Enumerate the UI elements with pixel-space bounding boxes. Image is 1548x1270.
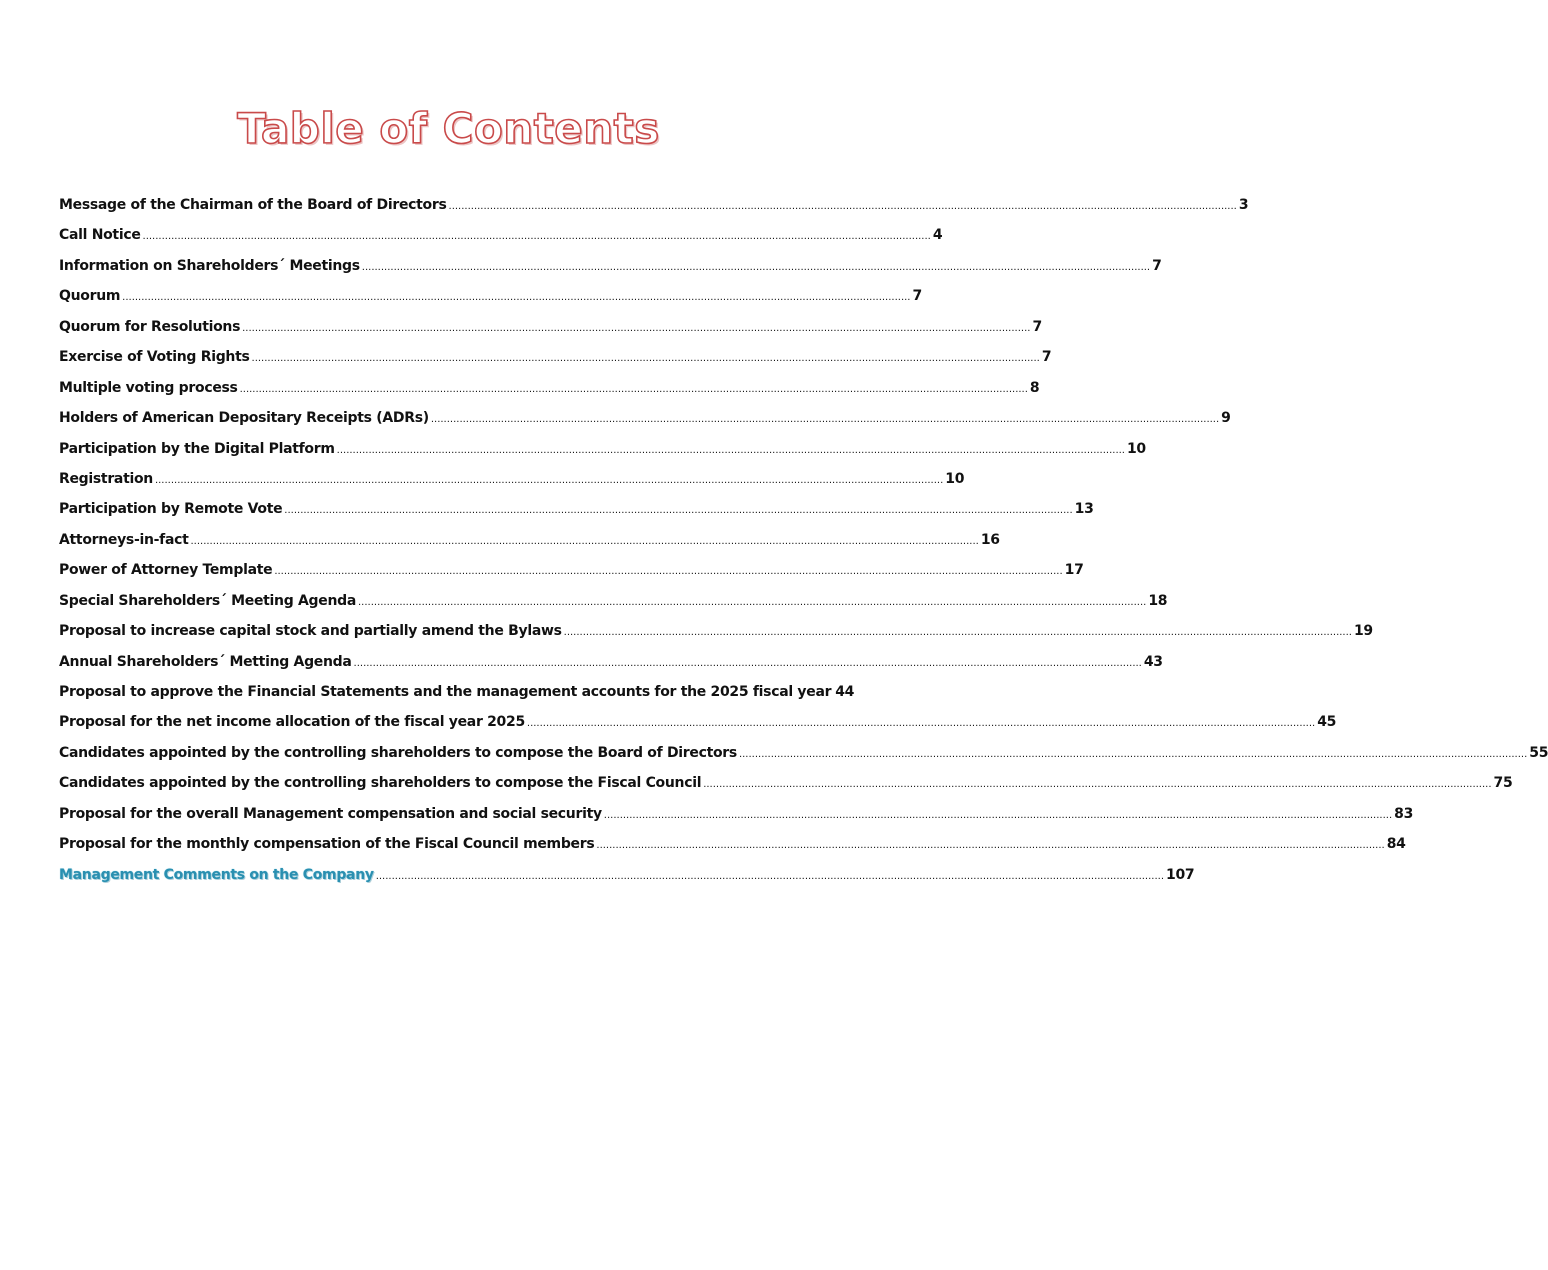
toc-entry-page: 9 — [1221, 410, 1231, 427]
toc-dot-leader — [703, 775, 1491, 791]
toc-entry-page: 8 — [1029, 379, 1040, 396]
toc-entry[interactable] — [59, 744, 1548, 775]
toc-entry-label: Participation by Remote Vote — [59, 501, 283, 518]
toc-entry-page: 4 — [932, 227, 943, 244]
toc-dot-leader — [155, 471, 943, 487]
toc-entry-label: Information on Shareholders´ Meetings — [59, 257, 360, 274]
toc-entry-label: Management Comments on the Company — [59, 866, 374, 883]
toc-entry-label: Holders of American Depositary Receipts (ADRs) — [59, 410, 429, 427]
toc-entry-page: 44 — [835, 684, 855, 700]
toc-entry[interactable] — [59, 653, 1163, 684]
toc-entry-highlighted[interactable] — [59, 866, 1195, 897]
toc-entry[interactable] — [59, 684, 855, 714]
toc-entry-label: Power of Attorney Template — [59, 562, 273, 579]
toc-dot-leader — [362, 258, 1150, 274]
toc-entry[interactable] — [59, 227, 943, 257]
toc-entry-page: 13 — [1074, 501, 1094, 518]
toc-dot-leader — [358, 593, 1146, 609]
toc-entry-page: 7 — [1032, 318, 1042, 335]
toc-entry[interactable] — [59, 349, 1052, 379]
toc-dot-leader — [604, 806, 1392, 822]
toc-entry-label: Exercise of Voting Rights — [59, 349, 250, 366]
toc-dot-leader — [274, 562, 1062, 578]
toc-dot-leader — [431, 410, 1219, 426]
toc-entry[interactable] — [59, 562, 1084, 592]
toc-entry-label: Participation by the Digital Platform — [59, 440, 335, 457]
toc-entry-page: 45 — [1317, 714, 1337, 731]
toc-entry[interactable] — [59, 197, 1249, 227]
toc-entry-label: Quorum for Resolutions — [59, 318, 241, 335]
toc-entry-page: 7 — [1041, 349, 1052, 366]
toc-entry-page: 7 — [1152, 257, 1162, 274]
toc-dot-leader — [596, 836, 1384, 852]
toc-entry-page: 19 — [1353, 623, 1373, 640]
toc-dot-leader — [143, 227, 931, 243]
toc-entry-page: 7 — [912, 288, 922, 305]
toc-entry-page: 84 — [1386, 836, 1406, 853]
toc-dot-leader — [449, 197, 1237, 213]
toc-entry-label: Proposal to approve the Financial Statements and the management accounts for the 2025 fiscal year — [59, 684, 832, 700]
toc-dot-leader — [240, 380, 1028, 396]
toc-entry[interactable] — [59, 836, 1406, 866]
page-title: Table of Contents — [237, 104, 660, 153]
toc-entry[interactable] — [59, 775, 1513, 805]
toc-entry[interactable] — [59, 440, 1146, 471]
toc-entry-page: 3 — [1238, 197, 1249, 213]
toc-entry-page: 10 — [1126, 440, 1146, 457]
toc-entry-label: Quorum — [59, 288, 121, 305]
toc-entry-label: Attorneys-in-fact — [59, 531, 189, 548]
toc-entry-label: Call Notice — [59, 227, 141, 244]
toc-entry-page: 107 — [1166, 866, 1195, 883]
toc-entry-page: 55 — [1529, 744, 1548, 761]
toc-dot-leader — [122, 288, 910, 304]
toc-entry-label: Candidates appointed by the controlling shareholders to compose the Fiscal Council — [59, 775, 702, 792]
toc-entry-page: 83 — [1394, 805, 1414, 822]
toc-entry-label: Proposal for the overall Management compensation and social security — [59, 805, 602, 822]
toc-entry[interactable] — [59, 623, 1373, 653]
toc-dot-leader — [376, 867, 1164, 883]
toc-dot-leader — [527, 714, 1315, 730]
toc-entry-page: 10 — [945, 470, 965, 487]
toc-dot-leader — [337, 441, 1125, 457]
toc-entry[interactable] — [59, 257, 1162, 288]
toc-entry[interactable] — [59, 470, 965, 501]
toc-dot-leader — [242, 319, 1030, 335]
toc-entry-page: 18 — [1148, 592, 1168, 609]
toc-entry-label: Special Shareholders´ Meeting Agenda — [59, 592, 356, 609]
toc-entry-page: 75 — [1493, 775, 1513, 792]
table-of-contents — [59, 197, 1548, 897]
toc-dot-leader — [354, 654, 1142, 670]
toc-entry-label: Candidates appointed by the controlling shareholders to compose the Board of Directors — [59, 744, 737, 761]
toc-entry-label: Message of the Chairman of the Board of Directors — [59, 197, 447, 213]
toc-entry[interactable] — [59, 501, 1094, 531]
toc-entry-label: Multiple voting process — [59, 379, 238, 396]
toc-entry-label: Proposal for the net income allocation of the fiscal year 2025 — [59, 714, 525, 731]
toc-entry[interactable] — [59, 288, 922, 318]
toc-entry-page: 16 — [980, 531, 1000, 548]
toc-entry-label: Proposal to increase capital stock and partially amend the Bylaws — [59, 623, 562, 640]
toc-entry-label: Proposal for the monthly compensation of the Fiscal Council members — [59, 836, 595, 853]
toc-entry[interactable] — [59, 318, 1042, 349]
toc-dot-leader — [252, 349, 1040, 365]
toc-dot-leader — [190, 532, 978, 548]
toc-entry[interactable] — [59, 410, 1231, 440]
toc-dot-leader — [739, 745, 1527, 761]
toc-entry[interactable] — [59, 531, 1000, 562]
toc-dot-leader — [284, 501, 1072, 517]
toc-entry[interactable] — [59, 805, 1414, 836]
toc-entry[interactable] — [59, 714, 1337, 744]
toc-entry-label: Annual Shareholders´ Metting Agenda — [59, 653, 352, 670]
toc-entry-page: 17 — [1064, 562, 1084, 579]
toc-entry-label: Registration — [59, 470, 153, 487]
toc-entry-page: 43 — [1143, 653, 1163, 670]
toc-entry[interactable] — [59, 592, 1168, 623]
toc-dot-leader — [564, 623, 1352, 639]
toc-entry[interactable] — [59, 379, 1040, 410]
